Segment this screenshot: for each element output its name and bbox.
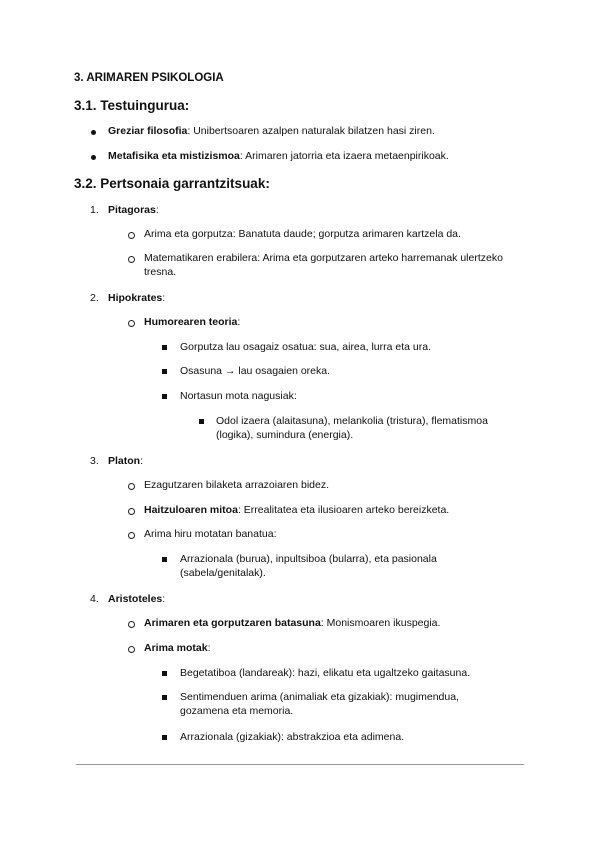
bullet-circle (128, 532, 135, 539)
description: : Unibertsoaren azalpen naturalak bilatzen hasi ziren. (187, 125, 435, 137)
person-name: Aristoteles (108, 593, 163, 605)
bullet-circle (128, 232, 135, 239)
list-item-continuation: gozamena eta memoria. (180, 705, 294, 717)
list-item (144, 641, 211, 656)
list-item (144, 503, 449, 518)
person-name: Pitagoras (108, 204, 156, 216)
list-item-hipokrates (108, 291, 165, 306)
list-item: Matematikaren erabilera: Arima eta gorputzaren arteko harremanak ulertzeko (144, 252, 503, 264)
list-number: 4. (90, 593, 99, 605)
term: Arimaren eta gorputzaren batasuna (144, 617, 321, 629)
bullet-square (162, 345, 167, 350)
bullet-square (162, 695, 167, 700)
term: Metafisika eta mistizismoa (108, 150, 240, 162)
list-item: Arrazionala (burua), inpultsiboa (bularra), eta pasionala (180, 553, 437, 565)
list-item (108, 124, 435, 139)
list-item: Osasuna → lau osagaien oreka. (180, 365, 331, 377)
term: Greziar filosofia (108, 125, 188, 137)
list-number: 1. (90, 204, 99, 216)
section-heading-figures: 3.2. Pertsonaia garrantzitsuak: (74, 176, 270, 191)
colon: : (162, 292, 166, 304)
list-number: 2. (90, 292, 99, 304)
list-item-continuation: (sabela/genitalak). (180, 567, 266, 579)
list-item: Gorputza lau osagaiz osatua: sua, airea, lurra eta ura. (180, 341, 431, 353)
list-item-continuation: tresna. (144, 266, 177, 278)
list-item-aristoteles (108, 592, 165, 607)
bullet-circle (128, 320, 135, 327)
list-item: Odol izaera (alaitasuna), melankolia (tristura), flematismoa (216, 415, 488, 427)
list-item (144, 315, 240, 330)
bullet-square (199, 419, 204, 424)
term: Haitzuloaren mitoa (144, 504, 238, 516)
bullet-circle (128, 646, 135, 653)
list-item: Arima hiru motatan banatua: (144, 528, 277, 540)
person-name: Hipokrates (108, 292, 163, 304)
list-item-continuation: (logika), sumindura (energia). (216, 429, 354, 441)
list-item: Nortasun mota nagusiak: (180, 390, 297, 402)
description: : Errealitatea eta ilusioaren arteko bereizketa. (237, 504, 450, 516)
term: Arima motak (144, 642, 208, 654)
colon: : (207, 642, 211, 654)
list-item: Begetatiboa (landareak): hazi, elikatu eta ugaltzeko gaitasuna. (180, 667, 471, 679)
colon: : (162, 593, 166, 605)
description: : Arimaren jatorria eta izaera metaenpirikoak. (239, 150, 449, 162)
document-title: 3. ARIMAREN PSIKOLOGIA (74, 72, 224, 84)
list-item: Arima eta gorputza: Banatuta daude; gorputza arimaren kartzela da. (144, 228, 461, 240)
horizontal-rule (76, 764, 524, 765)
bullet-square (162, 735, 167, 740)
list-item (108, 149, 449, 164)
bullet-circle (128, 621, 135, 628)
colon: : (237, 316, 241, 328)
bullet-circle (128, 256, 135, 263)
bullet-square (162, 557, 167, 562)
bullet-dot (91, 155, 96, 160)
description: : Monismoaren ikuspegia. (320, 617, 441, 629)
bullet-square (162, 369, 167, 374)
bullet-square (162, 671, 167, 676)
list-item: Ezagutzaren bilaketa arrazoiaren bidez. (144, 479, 330, 491)
bullet-circle (128, 508, 135, 515)
person-name: Platon (108, 455, 141, 467)
section-heading-context: 3.1. Testuingurua: (74, 98, 190, 113)
colon: : (155, 204, 159, 216)
term: Humorearen teoria (144, 316, 238, 328)
bullet-circle (128, 483, 135, 490)
list-item-platon (108, 454, 143, 469)
bullet-square (162, 394, 167, 399)
list-item: Sentimenduen arima (animaliak eta gizakiak): mugimendua, (180, 691, 459, 703)
list-item (144, 616, 440, 631)
list-item: Arrazionala (gizakiak): abstrakzioa eta adimena. (180, 731, 405, 743)
list-item-pitagoras (108, 203, 159, 218)
colon: : (140, 455, 144, 467)
bullet-dot (91, 130, 96, 135)
list-number: 3. (90, 455, 99, 467)
